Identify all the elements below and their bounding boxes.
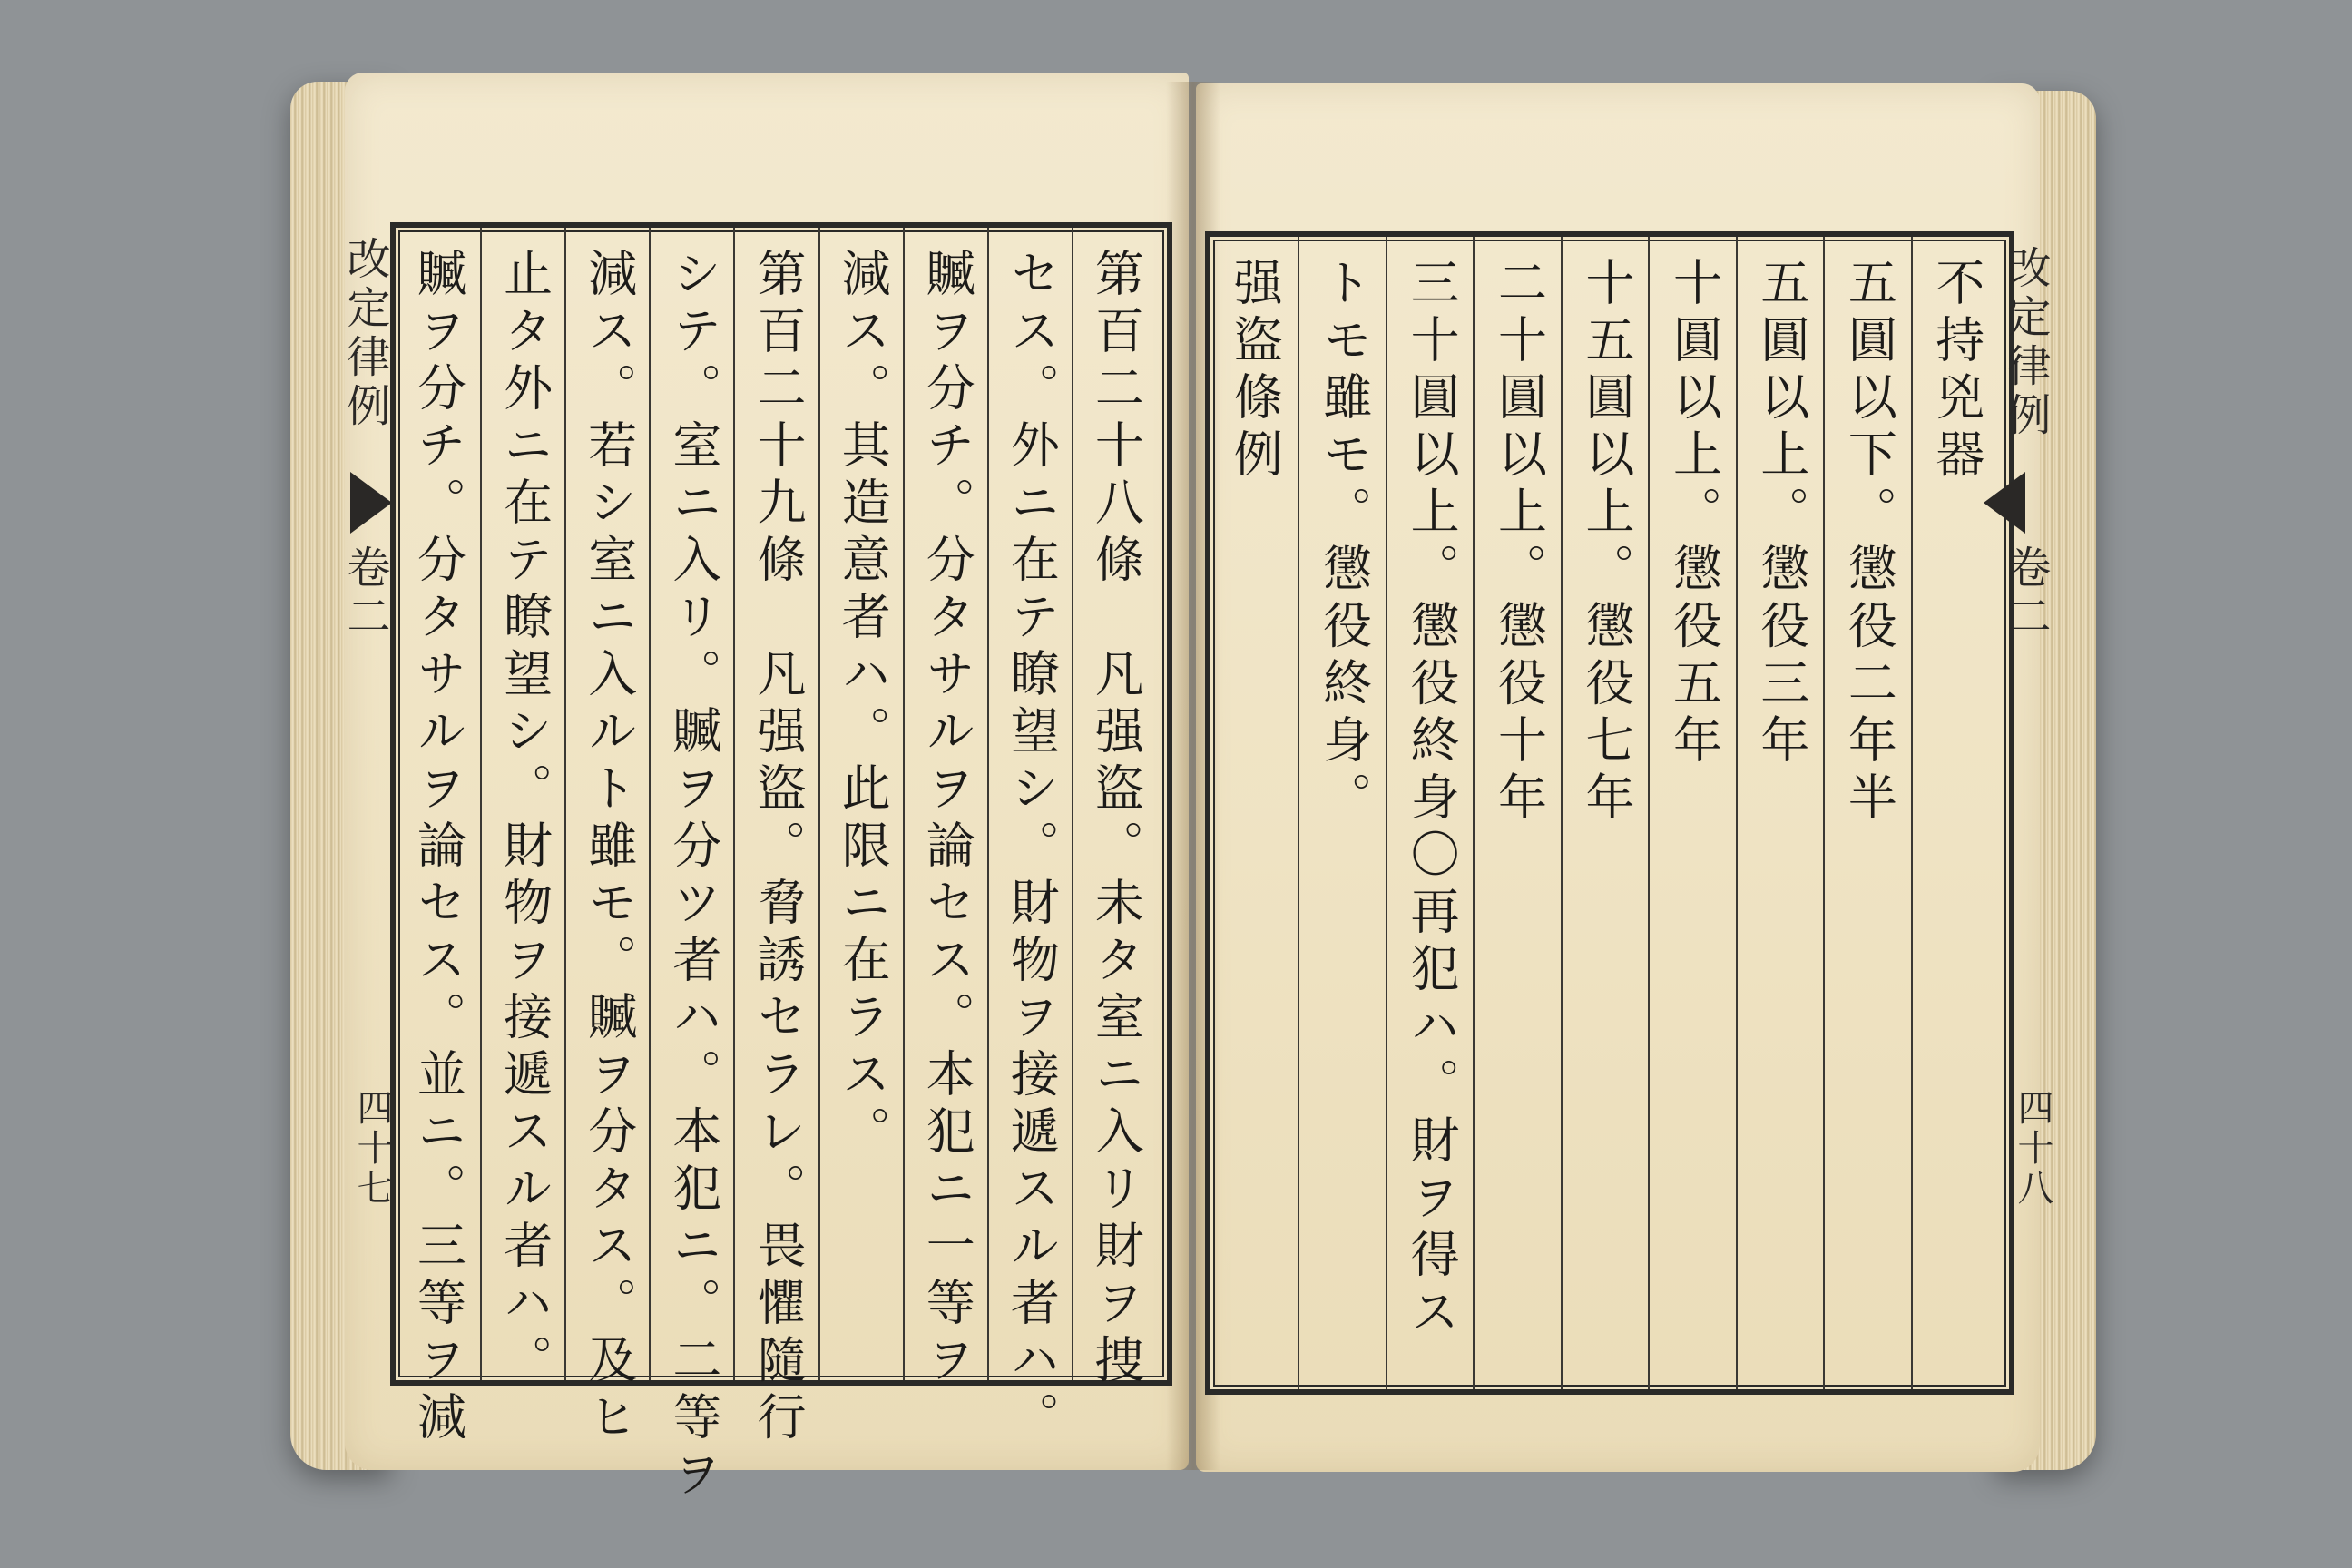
column-text: 贓ヲ分チ。分タサルヲ論セス。本犯ニ一等ヲ (918, 248, 976, 1391)
text-column (1648, 237, 1737, 1389)
right-fishtail-mark (1984, 472, 2025, 534)
right-margin-volume: 卷二 (2000, 544, 2051, 642)
text-column (1473, 237, 1562, 1389)
column-text: 三十圓以上。懲役終身〇再犯ハ。財ヲ得ス (1403, 257, 1461, 1343)
text-column (1561, 237, 1650, 1389)
right-margin-title: 改定律例 (2000, 245, 2051, 441)
text-column (818, 228, 905, 1380)
left-fishtail-mark (350, 472, 392, 534)
text-column (1736, 237, 1825, 1389)
column-text: 二十圓以上。懲役十年 (1490, 257, 1548, 828)
column-text: トモ雖モ。懲役終身。 (1315, 257, 1373, 828)
column-text: 贓ヲ分チ。分タサルヲ論セス。並ニ。三等ヲ減 (409, 248, 467, 1448)
left-text-frame (390, 222, 1172, 1505)
text-column (1210, 237, 1298, 1389)
text-column (649, 228, 735, 1505)
right-text-frame (1205, 231, 2014, 1395)
left-page-number: 四十七 (351, 1089, 393, 1209)
column-text: 十五圓以上。懲役七年 (1577, 257, 1635, 828)
text-column (733, 228, 819, 1448)
left-margin-volume: 卷二 (339, 544, 390, 642)
right-page-number: 四十八 (2012, 1089, 2053, 1209)
text-column (1386, 237, 1475, 1389)
text-column (903, 228, 989, 1391)
column-text: 五圓以下。懲役二年半 (1840, 257, 1898, 828)
column-text: 五圓以上。懲役三年 (1752, 257, 1810, 771)
column-text: 强盜條例 (1226, 257, 1284, 485)
text-column (1298, 237, 1387, 1389)
column-text: 第百二十九條 凡强盜。脅誘セラレ。畏懼隨行 (749, 248, 807, 1448)
column-text: 第百二十八條 凡强盜。未タ室ニ入リ財ヲ捜 (1087, 248, 1145, 1391)
text-column (1911, 237, 2000, 1389)
column-text: 減ス。其造意者ハ。此限ニ在ラス。 (834, 248, 892, 1162)
text-column (1823, 237, 1912, 1389)
text-column (480, 228, 566, 1391)
column-text: シテ。室ニ入リ。贓ヲ分ツ者ハ。本犯ニ。二等ヲ (664, 248, 722, 1505)
text-column (564, 228, 651, 1448)
text-column (1072, 228, 1158, 1391)
column-text: 不持兇器 (1927, 257, 1985, 485)
column-text: セス。外ニ在テ瞭望シ。財物ヲ接遞スル者ハ。 (1003, 248, 1061, 1448)
column-text: 止タ外ニ在テ瞭望シ。財物ヲ接遞スル者ハ。 (495, 248, 554, 1391)
text-column (987, 228, 1073, 1448)
column-text: 減ス。若シ室ニ入ルト雖モ。贓ヲ分タス。及ヒ (580, 248, 638, 1448)
text-column (396, 228, 480, 1448)
column-text: 十圓以上。懲役五年 (1665, 257, 1723, 771)
left-margin-title: 改定律例 (339, 236, 390, 432)
